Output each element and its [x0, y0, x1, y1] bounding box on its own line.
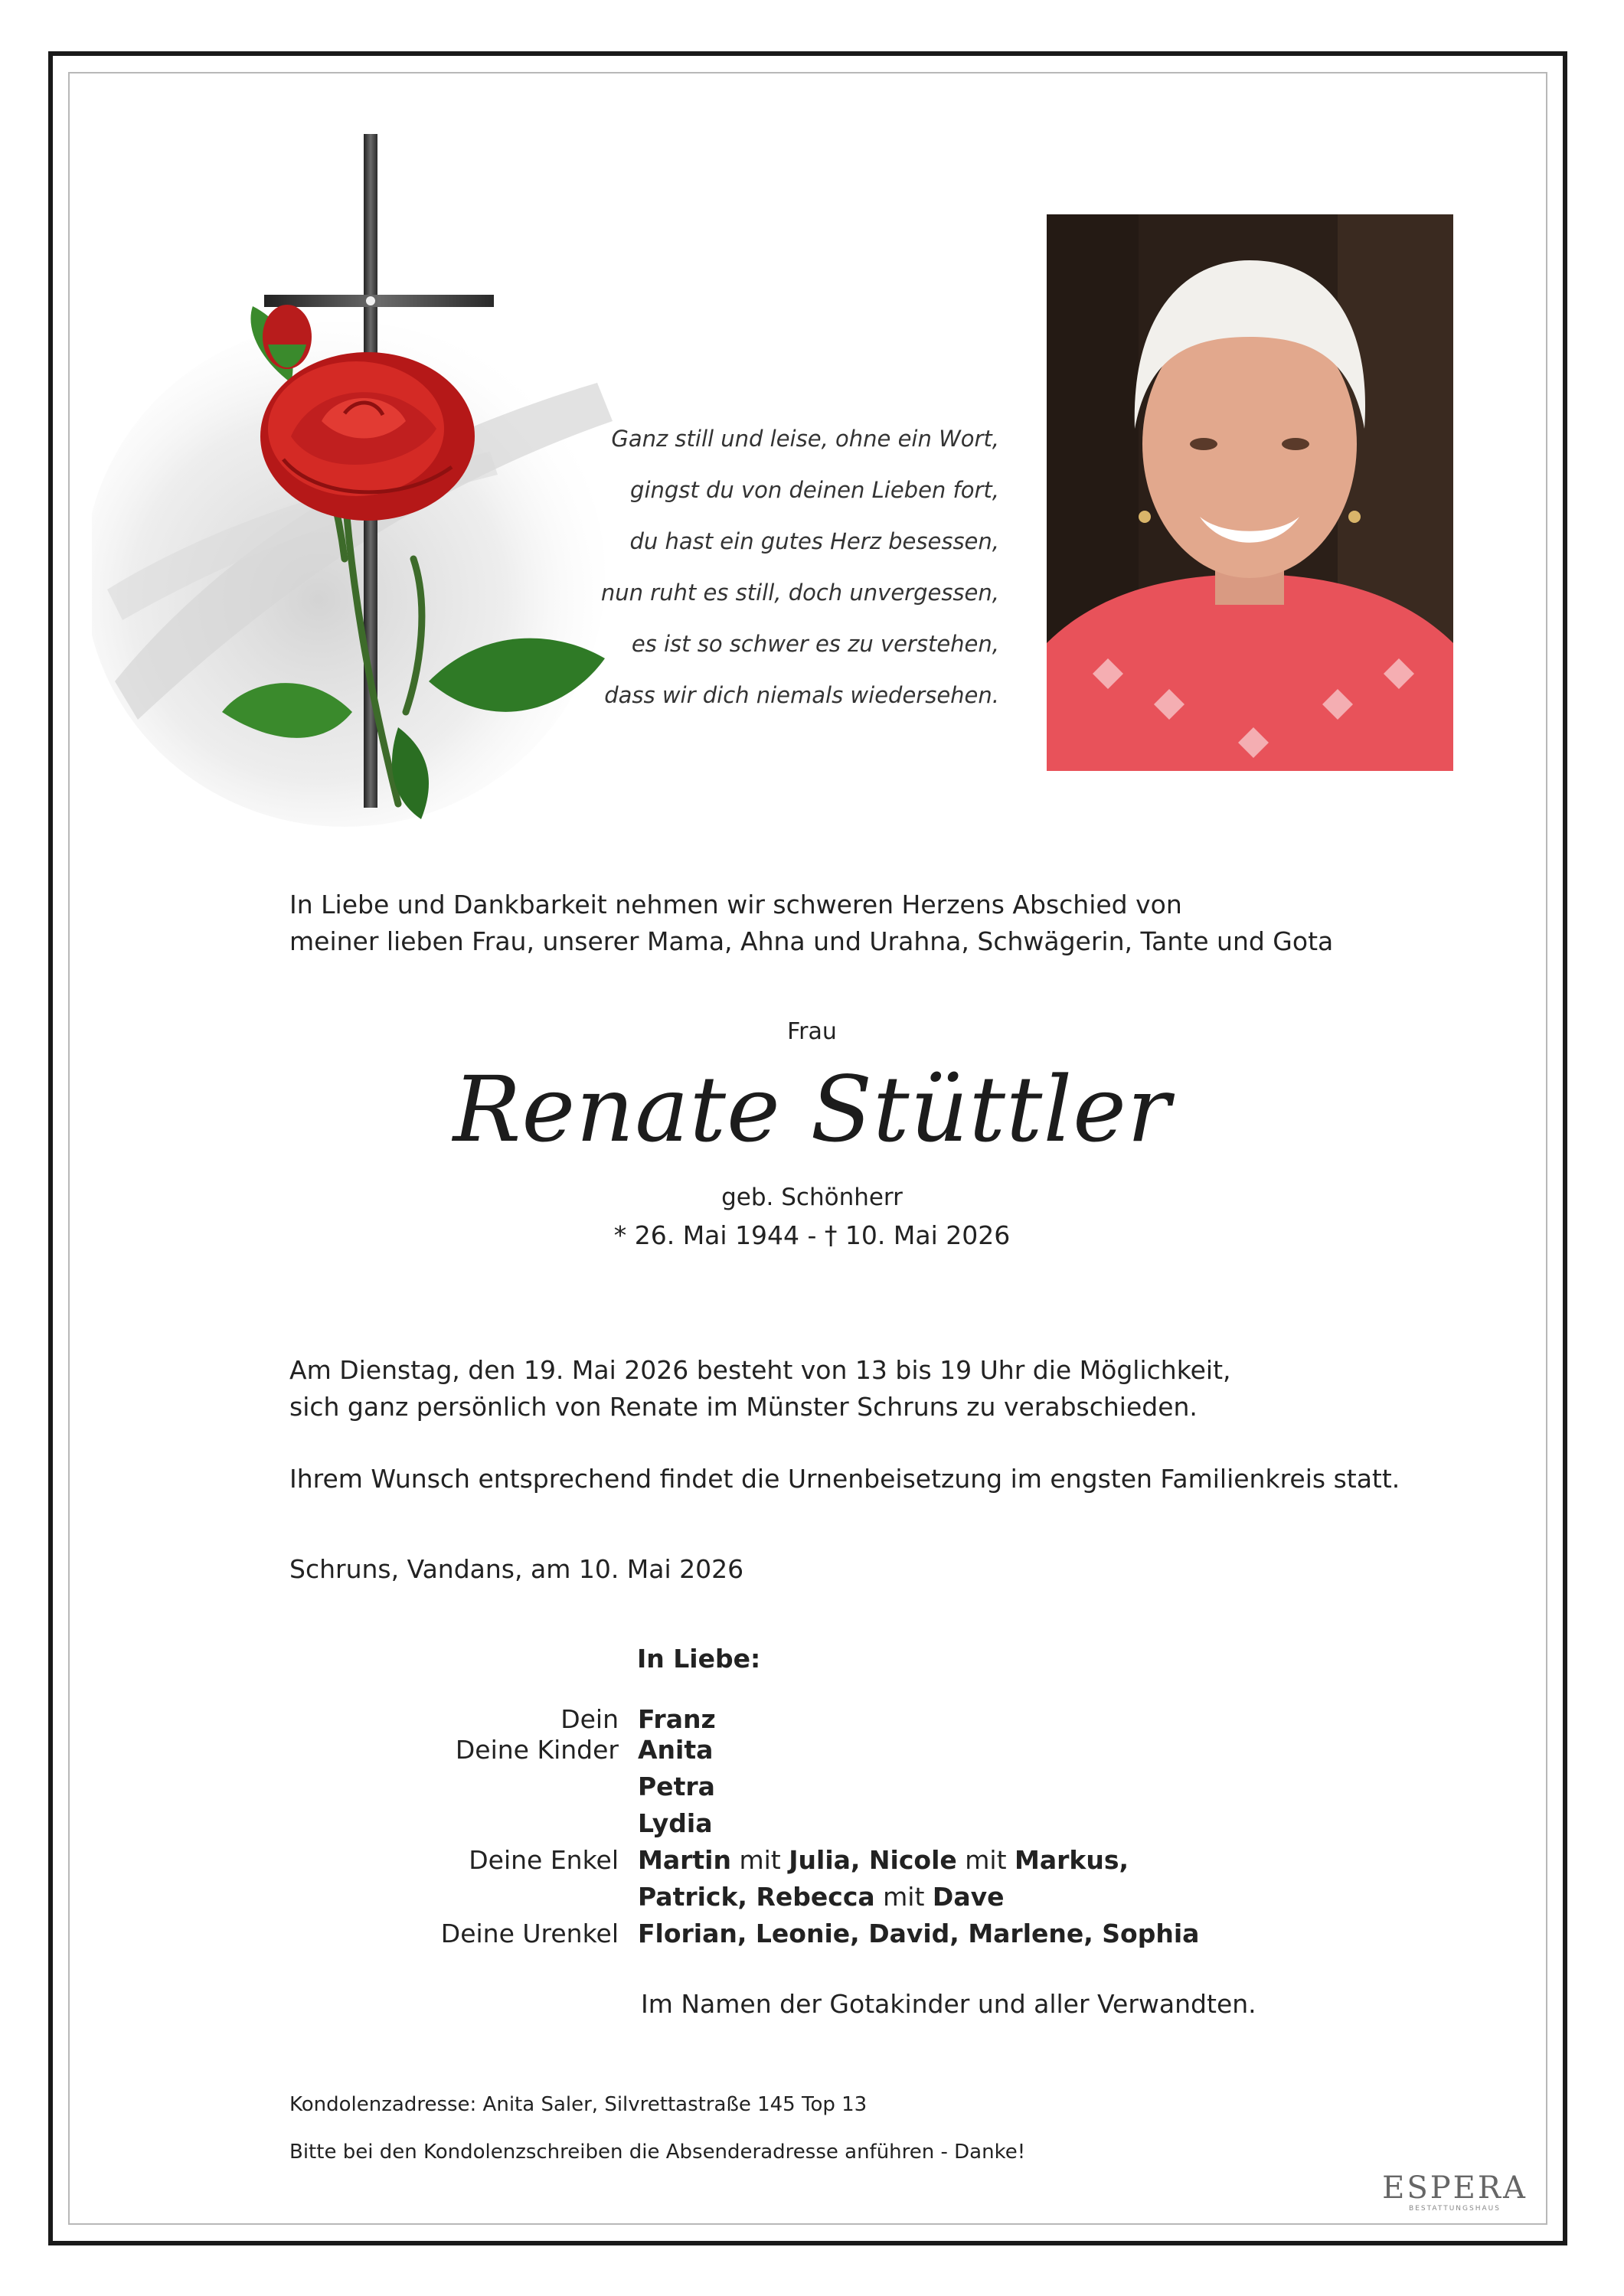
- intro-text: [289, 887, 1333, 960]
- deceased-name: Renate Stüttler: [453, 1057, 1171, 1162]
- condolence-note: Bitte bei den Kondolenzschreiben die Absenderadresse anführen - Danke!: [289, 2141, 1026, 2164]
- family-row: [0, 1805, 1624, 1842]
- poem-line: es ist so schwer es zu verstehen,: [631, 631, 999, 657]
- family-row: [0, 1916, 1624, 1952]
- grandchild-name: Patrick, Rebecca: [638, 1882, 875, 1912]
- urn-burial-info: Ihrem Wunsch entsprechend findet die Urnenbeisetzung im engsten Familienkreis statt.: [289, 1464, 1400, 1494]
- grandchild-name: Dave: [932, 1882, 1005, 1912]
- grandchild-name: Martin: [638, 1845, 731, 1875]
- family-names: Petra: [638, 1772, 715, 1801]
- family-role: Deine Enkel: [469, 1845, 619, 1875]
- condolence-address: Kondolenzadresse: Anita Saler, Silvrettastraße 145 Top 13: [289, 2093, 868, 2116]
- funeral-home-logo: [1378, 2171, 1531, 2213]
- poem-line: nun ruht es still, doch unvergessen,: [600, 580, 999, 606]
- portrait-photo: [1047, 214, 1453, 771]
- logo-wordmark: ESPERA: [1382, 2170, 1528, 2206]
- place-date: Schruns, Vandans, am 10. Mai 2026: [289, 1554, 744, 1584]
- viewing-line: Am Dienstag, den 19. Mai 2026 besteht von 13 bis 19 Uhr die Möglichkeit,: [289, 1355, 1231, 1385]
- rose-bud: [263, 305, 312, 369]
- family-role: Dein: [560, 1704, 619, 1734]
- rose-bloom-icon: [260, 352, 475, 521]
- family-heading: In Liebe:: [637, 1644, 761, 1674]
- family-row: [0, 1732, 1624, 1769]
- grandchild-name: Markus,: [1015, 1845, 1129, 1875]
- intro-line: In Liebe und Dankbarkeit nehmen wir schweren Herzens Abschied von: [289, 890, 1182, 919]
- family-names: Franz: [638, 1704, 716, 1734]
- family-names: [638, 1879, 1004, 1916]
- connector-word: mit: [883, 1882, 925, 1912]
- intro-line: meiner lieben Frau, unserer Mama, Ahna und Urahna, Schwägerin, Tante und Gota: [289, 926, 1334, 956]
- connector-word: mit: [965, 1845, 1007, 1875]
- birth-name: geb. Schönherr: [721, 1184, 903, 1211]
- family-row: [0, 1769, 1624, 1805]
- family-role: Deine Kinder: [455, 1735, 619, 1765]
- family-row: [0, 1879, 1624, 1916]
- viewing-line: sich ganz persönlich von Renate im Münster Schruns zu verabschieden.: [289, 1392, 1198, 1422]
- family-names: Florian, Leonie, David, Marlene, Sophia: [638, 1919, 1200, 1948]
- viewing-info: [289, 1352, 1231, 1426]
- poem-line: dass wir dich niemals wiedersehen.: [604, 682, 999, 708]
- connector-word: mit: [739, 1845, 781, 1875]
- salutation: Frau: [787, 1018, 837, 1045]
- family-closing: Im Namen der Gotakinder und aller Verwandten.: [641, 1989, 1256, 2019]
- logo-subtitle: BESTATTUNGSHAUS: [1409, 2205, 1501, 2213]
- poem-line: Ganz still und leise, ohne ein Wort,: [611, 426, 999, 452]
- poem: [536, 413, 999, 721]
- poem-line: du hast ein gutes Herz besessen,: [629, 528, 999, 554]
- family-names: Anita: [638, 1735, 714, 1765]
- poem-line: gingst du von deinen Lieben fort,: [630, 477, 999, 503]
- family-role: Deine Urenkel: [440, 1919, 619, 1948]
- grandchild-name: Julia, Nicole: [789, 1845, 957, 1875]
- life-dates: * 26. Mai 1944 - † 10. Mai 2026: [613, 1220, 1011, 1250]
- family-row: [0, 1842, 1624, 1879]
- family-names: [638, 1842, 1129, 1879]
- family-names: Lydia: [638, 1808, 713, 1838]
